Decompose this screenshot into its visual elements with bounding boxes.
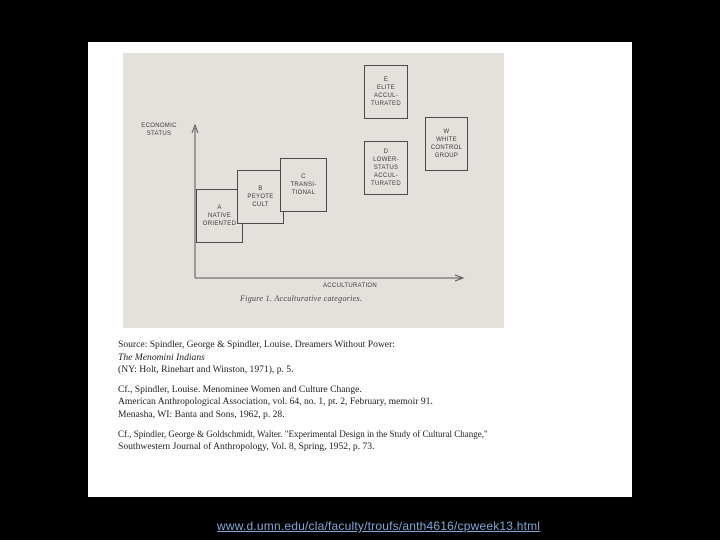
box-a-native-oriented <box>196 189 243 243</box>
box-c-transitional <box>280 158 327 212</box>
reference-line: Southwestern Journal of Anthropology, Vol. 8, Spring, 1952, p. 73. <box>118 440 375 452</box>
box-e-label: E ELITE ACCUL- TURATED <box>371 77 401 107</box>
box-a-label: A NATIVE ORIENTED <box>202 205 237 227</box>
reference-line: Source: Spindler, George & Spindler, Louise. Dreamers Without Power: <box>118 339 395 350</box>
box-c-label: C TRANSI- TIONAL <box>290 174 317 196</box>
x-axis-label: ACCULTURATION <box>323 283 378 289</box>
reference-line: Cf., Spindler, George & Goldschmidt, Walter. "Experimental Design in the Study of Cultural Change," <box>118 429 488 439</box>
box-w-label: W WHITE CONTROL GROUP <box>430 129 463 159</box>
reference-line: Cf., Spindler, Louise. Menominee Women and Culture Change. <box>118 383 362 395</box>
box-b-label: B PEYOTE CULT <box>247 186 274 208</box>
figure-caption: Figure 1. Acculturative categories. <box>240 294 363 303</box>
box-e-elite <box>364 65 408 119</box>
reference-source <box>118 339 608 377</box>
box-b-peyote-cult <box>237 170 284 224</box>
box-d-lower-status <box>364 141 408 195</box>
reference-cf-1 <box>118 384 608 422</box>
slide-page <box>88 42 632 497</box>
reference-line: (NY: Holt, Rinehart and Winston, 1971), p. 5. <box>118 364 294 375</box>
reference-line: The Menomini Indians <box>118 351 205 363</box>
reference-line: American Anthropological Association, vol. 64, no. 1, pt. 2, February, memoir 91. <box>118 396 433 407</box>
source-url-link[interactable]: www.d.umn.edu/cla/faculty/troufs/anth4616/cpweek13.html <box>217 519 541 533</box>
box-d-label: D LOWER- STATUS ACCUL- TURATED <box>371 149 401 187</box>
reference-cf-2 <box>118 428 608 453</box>
reference-line: Menasha, WI: Banta and Sons, 1962, p. 28. <box>118 408 285 420</box>
box-w-white-control <box>425 117 468 171</box>
diagram-scan <box>123 53 504 328</box>
y-axis-label: ECONOMIC STATUS <box>141 123 177 137</box>
references <box>118 339 608 460</box>
